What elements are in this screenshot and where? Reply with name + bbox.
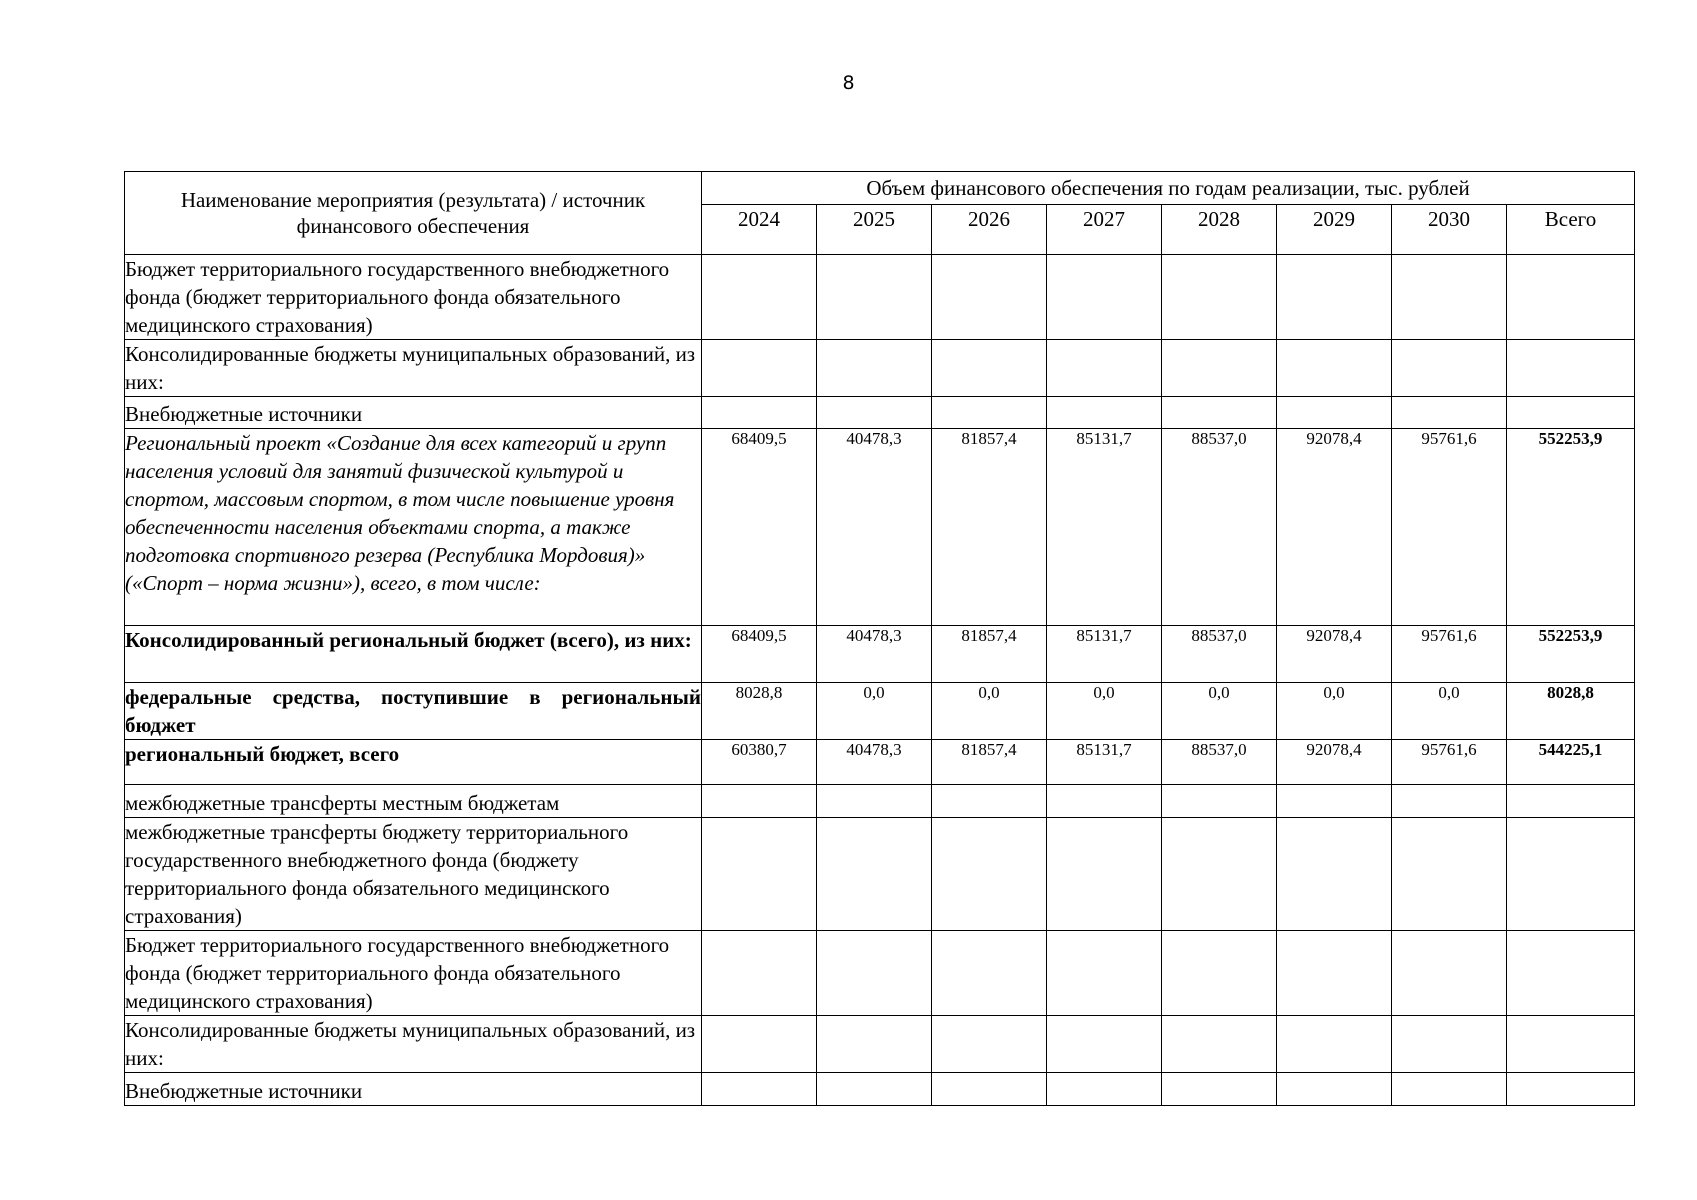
value-cell — [1392, 255, 1507, 340]
value-cell — [1162, 818, 1277, 931]
value-cell — [1047, 255, 1162, 340]
value-cell: 68409,5 — [702, 626, 817, 683]
value-cell — [702, 931, 817, 1016]
row-name: Консолидированный региональный бюджет (всего), из них: — [125, 626, 702, 683]
value-cell — [817, 397, 932, 429]
year-header-2028: 2028 — [1162, 205, 1277, 255]
value-cell — [1047, 1016, 1162, 1073]
value-cell: 88537,0 — [1162, 740, 1277, 785]
value-cell: 81857,4 — [932, 740, 1047, 785]
table-row — [125, 931, 1635, 1016]
row-name: Внебюджетные источники — [125, 397, 702, 429]
value-cell — [1162, 340, 1277, 397]
value-cell: 0,0 — [1047, 683, 1162, 740]
value-cell — [1392, 785, 1507, 818]
value-cell — [817, 340, 932, 397]
value-cell: 92078,4 — [1277, 626, 1392, 683]
value-cell — [1277, 1016, 1392, 1073]
value-cell — [817, 931, 932, 1016]
value-cell: 8028,8 — [702, 683, 817, 740]
value-cell — [1047, 931, 1162, 1016]
row-name: региональный бюджет, всего — [125, 740, 702, 785]
value-cell — [1162, 1016, 1277, 1073]
total-cell: 544225,1 — [1507, 740, 1635, 785]
row-name: Внебюджетные источники — [125, 1073, 702, 1106]
value-cell — [817, 785, 932, 818]
value-cell: 0,0 — [1162, 683, 1277, 740]
value-cell — [1162, 397, 1277, 429]
total-header: Всего — [1507, 205, 1635, 255]
value-cell — [817, 1073, 932, 1106]
value-cell — [932, 1016, 1047, 1073]
value-cell — [702, 1016, 817, 1073]
value-cell: 40478,3 — [817, 740, 932, 785]
value-cell — [1277, 785, 1392, 818]
table-row — [125, 626, 1635, 683]
value-cell — [817, 818, 932, 931]
year-header-2030: 2030 — [1392, 205, 1507, 255]
value-cell — [1162, 785, 1277, 818]
value-cell — [702, 785, 817, 818]
value-cell: 40478,3 — [817, 626, 932, 683]
value-cell: 60380,7 — [702, 740, 817, 785]
total-cell — [1507, 1016, 1635, 1073]
row-name: Бюджет территориального государственного внебюджетного фонда (бюджет территориального фонда обязательного медицинского страхования) — [125, 255, 702, 340]
table-row — [125, 255, 1635, 340]
value-cell — [932, 931, 1047, 1016]
value-cell — [1047, 340, 1162, 397]
value-cell: 92078,4 — [1277, 740, 1392, 785]
value-cell: 85131,7 — [1047, 626, 1162, 683]
total-cell: 552253,9 — [1507, 429, 1635, 626]
table-row — [125, 740, 1635, 785]
value-cell: 95761,6 — [1392, 626, 1507, 683]
total-cell — [1507, 397, 1635, 429]
total-cell — [1507, 818, 1635, 931]
table-row — [125, 397, 1635, 429]
value-cell — [1392, 1016, 1507, 1073]
value-cell — [1392, 397, 1507, 429]
value-cell: 40478,3 — [817, 429, 932, 626]
value-cell — [1162, 1073, 1277, 1106]
value-cell — [932, 255, 1047, 340]
value-cell — [932, 785, 1047, 818]
value-cell — [702, 1073, 817, 1106]
header-row-group — [125, 172, 1635, 205]
page-number: 8 — [842, 72, 855, 94]
value-cell — [1162, 255, 1277, 340]
value-cell: 81857,4 — [932, 429, 1047, 626]
value-cell — [702, 340, 817, 397]
table-row — [125, 683, 1635, 740]
value-cell — [1392, 340, 1507, 397]
value-cell — [817, 1016, 932, 1073]
year-header-2025: 2025 — [817, 205, 932, 255]
value-cell — [1047, 1073, 1162, 1106]
name-column-header: Наименование мероприятия (результата) / источник финансового обеспечения — [125, 172, 702, 255]
year-header-2026: 2026 — [932, 205, 1047, 255]
value-cell: 81857,4 — [932, 626, 1047, 683]
value-cell — [1047, 785, 1162, 818]
total-cell — [1507, 255, 1635, 340]
year-header-2029: 2029 — [1277, 205, 1392, 255]
table-row — [125, 429, 1635, 626]
value-cell: 88537,0 — [1162, 429, 1277, 626]
value-cell: 95761,6 — [1392, 740, 1507, 785]
table-row — [125, 1016, 1635, 1073]
year-header-2027: 2027 — [1047, 205, 1162, 255]
value-cell — [1047, 397, 1162, 429]
value-cell — [1047, 818, 1162, 931]
table-row — [125, 818, 1635, 931]
total-cell — [1507, 1073, 1635, 1106]
value-cell — [1392, 1073, 1507, 1106]
row-name: Консолидированные бюджеты муниципальных образований, из них: — [125, 340, 702, 397]
value-cell — [1277, 1073, 1392, 1106]
value-cell — [932, 818, 1047, 931]
value-cell: 92078,4 — [1277, 429, 1392, 626]
value-cell: 0,0 — [817, 683, 932, 740]
year-header-2024: 2024 — [702, 205, 817, 255]
value-cell — [1277, 340, 1392, 397]
table-row — [125, 1073, 1635, 1106]
table-row — [125, 340, 1635, 397]
row-name: межбюджетные трансферты бюджету территориального государственного внебюджетного фонда (бюджету территориального фонда обязательного медицинского страхования) — [125, 818, 702, 931]
value-cell: 95761,6 — [1392, 429, 1507, 626]
financing-table — [124, 171, 1635, 1106]
value-cell — [702, 397, 817, 429]
value-cell — [932, 340, 1047, 397]
value-cell — [1392, 931, 1507, 1016]
value-cell — [1277, 818, 1392, 931]
total-cell: 8028,8 — [1507, 683, 1635, 740]
row-name: Региональный проект «Создание для всех категорий и групп населения условий для занятий физической культурой и спортом, массовым спортом, в том числе повышение уровня обеспеченности населения объектами спорта, а также подготовка спортивного резерва (Республика Мордовия)» («Спорт – норма жизни»), всего, в том числе: — [125, 429, 702, 626]
value-cell: 0,0 — [932, 683, 1047, 740]
value-cell: 88537,0 — [1162, 626, 1277, 683]
value-cell — [1277, 397, 1392, 429]
value-cell — [817, 255, 932, 340]
financing-volume-header: Объем финансового обеспечения по годам реализации, тыс. рублей — [702, 172, 1635, 205]
table-row — [125, 785, 1635, 818]
value-cell — [1277, 255, 1392, 340]
value-cell: 0,0 — [1392, 683, 1507, 740]
total-cell — [1507, 785, 1635, 818]
value-cell: 85131,7 — [1047, 740, 1162, 785]
value-cell — [702, 818, 817, 931]
row-name: Консолидированные бюджеты муниципальных образований, из них: — [125, 1016, 702, 1073]
value-cell — [1277, 931, 1392, 1016]
total-cell: 552253,9 — [1507, 626, 1635, 683]
value-cell: 0,0 — [1277, 683, 1392, 740]
total-cell — [1507, 931, 1635, 1016]
value-cell — [1162, 931, 1277, 1016]
value-cell — [1392, 818, 1507, 931]
row-name: федеральные средства, поступившие в региональный бюджет — [125, 683, 702, 740]
value-cell — [932, 397, 1047, 429]
value-cell — [702, 255, 817, 340]
row-name: межбюджетные трансферты местным бюджетам — [125, 785, 702, 818]
value-cell — [932, 1073, 1047, 1106]
total-cell — [1507, 340, 1635, 397]
row-name: Бюджет территориального государственного внебюджетного фонда (бюджет территориального фонда обязательного медицинского страхования) — [125, 931, 702, 1016]
value-cell: 68409,5 — [702, 429, 817, 626]
value-cell: 85131,7 — [1047, 429, 1162, 626]
